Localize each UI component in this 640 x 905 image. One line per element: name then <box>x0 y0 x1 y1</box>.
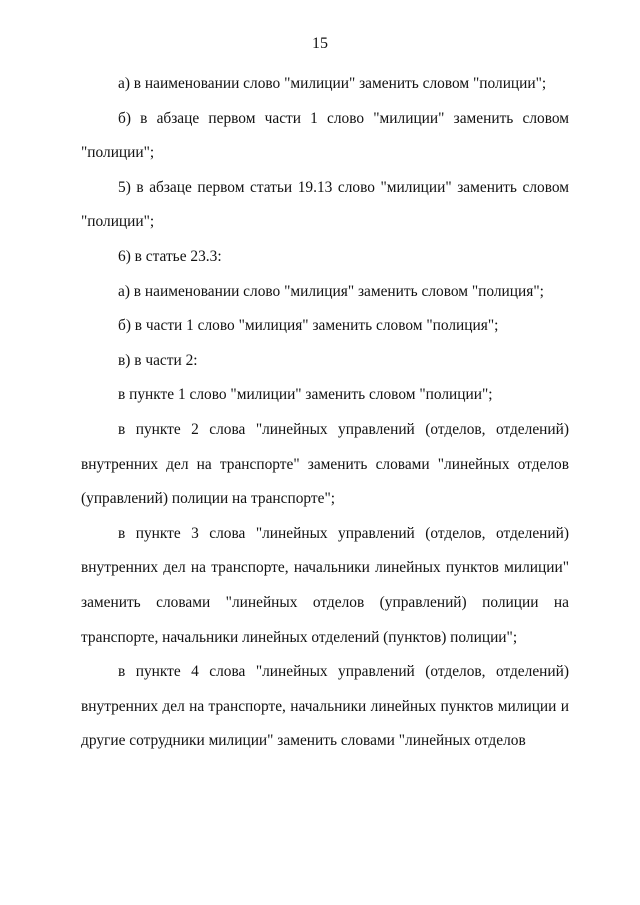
page-number: 15 <box>312 35 328 52</box>
document-body <box>81 67 569 759</box>
paragraph-b-part-1: б) в абзаце первом части 1 слово "милиции" заменить словом "полиции"; <box>81 109 569 162</box>
paragraph-v-part-2: в) в части 2: <box>118 351 198 369</box>
paragraph-item-3: в пункте 3 слова "линейных управлений (отделов, отделений) внутренних дел на транспорте, начальники линейных пунктов милиции" заменить словами "линейных отделов (управлений) полиции на транспорте, начальники линейных отделений (пунктов) полиции"; <box>81 524 569 646</box>
paragraph-b-part-1-militsiya: б) в части 1 слово "милиция" заменить словом "полиция"; <box>118 317 499 335</box>
paragraph-item-4: в пункте 4 слова "линейных управлений (отделов, отделений) внутренних дел на транспорте, начальники линейных пунктов милиции и другие сотрудники милиции" заменить словами "линейных отделов <box>81 663 569 750</box>
paragraph-item-1: в пункте 1 слово "милиции" заменить словом "полиции"; <box>118 386 493 404</box>
paragraph-6-article-23-3: 6) в статье 23.3: <box>118 247 222 265</box>
paragraph-item-2: в пункте 2 слова "линейных управлений (отделов, отделений) внутренних дел на транспорте" заменить словами "линейных отделов (управлений) полиции на транспорте"; <box>81 420 569 508</box>
paragraph-5-article-19-13: 5) в абзаце первом статьи 19.13 слово "милиции" заменить словом "полиции"; <box>81 178 569 231</box>
paragraph-a-naming-militsiya: а) в наименовании слово "милиция" заменить словом "полиция"; <box>118 282 544 300</box>
paragraph-a-naming: а) в наименовании слово "милиции" заменить словом "полиции"; <box>118 75 547 92</box>
